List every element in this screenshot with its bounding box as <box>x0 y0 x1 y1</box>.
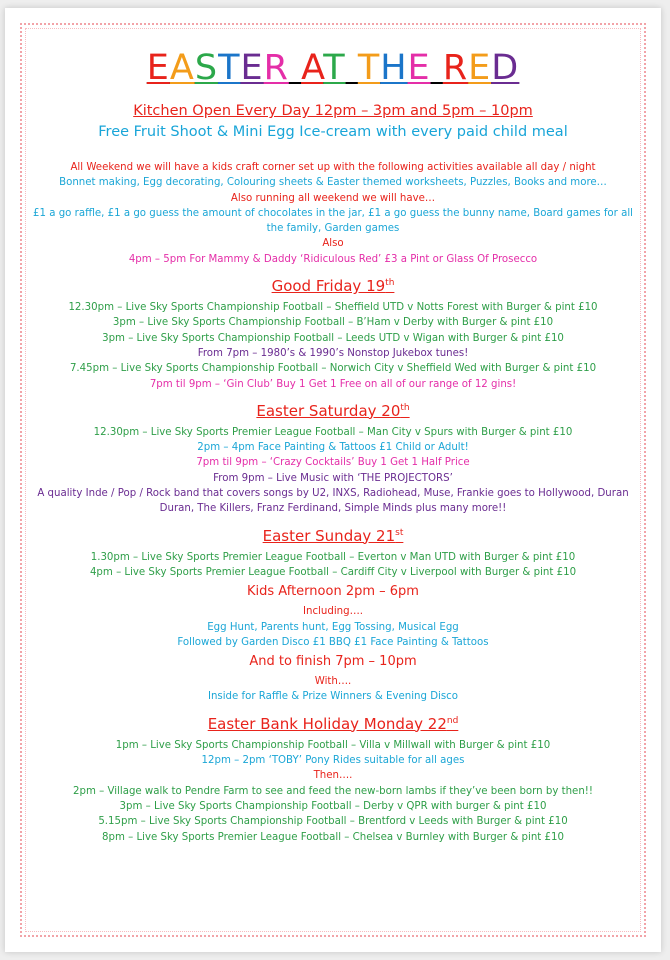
easter-saturday-heading-sup: th <box>400 402 410 413</box>
intro-line-1: All Weekend we will have a kids craft corner set up with the following activities available all day / night <box>70 162 596 173</box>
title-letter: R <box>263 48 289 88</box>
title-letter: T <box>218 48 241 88</box>
intro-line-5: Also <box>322 238 344 250</box>
title-letter: D <box>491 48 520 88</box>
finish-heading: And to finish 7pm – 10pm <box>249 654 417 670</box>
good-friday-heading <box>25 273 641 297</box>
monday-line-5: 5.15pm – Live Sky Sports Championship Football – Brentford v Leeds with Burger & pint £10 <box>98 816 568 828</box>
friday-line-4: From 7pm – 1980’s & 1990’s Nonstop Jukebox tunes! <box>197 347 469 359</box>
sunday-line-1: 1.30pm – Live Sky Sports Premier League Football – Everton v Man UTD with Burger & pint £10 <box>90 551 576 563</box>
title-letters <box>147 48 519 88</box>
title-letter <box>346 48 358 88</box>
easter-sunday-heading-text: Easter Sunday 21 <box>262 526 396 545</box>
title-letter: E <box>240 48 264 88</box>
monday-line-3: 2pm – Village walk to Pendre Farm to see and feed the new-born lambs if they’ve been born by then!! <box>73 785 593 797</box>
title-letter: T <box>323 48 346 88</box>
sunday-including: Including…. <box>303 606 363 618</box>
saturday-line-2: 2pm – 4pm Face Painting & Tattoos £1 Child or Adult! <box>197 442 469 454</box>
title-letter <box>431 48 443 88</box>
sunday-line-3: Egg Hunt, Parents hunt, Egg Tossing, Musical Egg <box>207 621 459 633</box>
intro-line-6: 4pm – 5pm For Mammy & Daddy ‘Ridiculous Red’ £3 a Pint or Glass Of Prosecco <box>128 253 538 265</box>
title-letter: H <box>380 48 408 88</box>
intro-line-2: Bonnet making, Egg decorating, Colouring sheets & Easter themed worksheets, Puzzles, Books and more… <box>59 177 607 189</box>
intro-line-3: Also running all weekend we will have… <box>230 192 436 204</box>
kitchen-hours: Kitchen Open Every Day 12pm – 3pm and 5pm – 10pm <box>133 103 533 119</box>
bank-holiday-monday-heading <box>25 711 641 735</box>
sunday-line-2: 4pm – Live Sky Sports Premier League Football – Cardiff City v Liverpool with Burger & pint £10 <box>89 566 577 578</box>
title-letter: E <box>146 48 170 88</box>
kids-afternoon-heading: Kids Afternoon 2pm – 6pm <box>247 584 419 600</box>
child-meal-offer: Free Fruit Shoot & Mini Egg Ice-cream with every paid child meal <box>98 124 568 140</box>
poster-title <box>25 48 641 88</box>
friday-line-6: 7pm til 9pm – ‘Gin Club’ Buy 1 Get 1 Free on all of our range of 12 gins! <box>149 378 517 390</box>
intro-line-4: £1 a go raffle, £1 a go guess the amount of chocolates in the jar, £1 a go guess the bunny name, Board games for all the family, Garden games <box>33 207 633 235</box>
friday-line-1: 12.30pm – Live Sky Sports Championship Football – Sheffield UTD v Notts Forest with Burger & pint £10 <box>68 302 598 314</box>
title-letter: R <box>442 48 469 88</box>
title-letter: T <box>357 48 381 88</box>
monday-line-2: 12pm – 2pm ‘TOBY’ Pony Rides suitable for all ages <box>201 755 465 767</box>
friday-line-5: 7.45pm – Live Sky Sports Championship Football – Norwich City v Sheffield Wed with Burger & pint £10 <box>69 363 597 375</box>
monday-then: Then…. <box>313 770 353 782</box>
monday-line-6: 8pm – Live Sky Sports Premier League Football – Chelsea v Burnley with Burger & pint £10 <box>102 831 564 843</box>
saturday-line-3: 7pm til 9pm – ‘Crazy Cocktails’ Buy 1 Get 1 Half Price <box>196 457 470 469</box>
saturday-line-4: From 9pm – Live Music with ‘THE PROJECTORS’ <box>213 472 453 484</box>
easter-sunday-heading-sup: st <box>395 527 404 538</box>
poster-sheet <box>5 8 661 952</box>
friday-line-2: 3pm – Live Sky Sports Championship Football – B’Ham v Derby with Burger & pint £10 <box>112 317 554 329</box>
monday-line-1: 1pm – Live Sky Sports Championship Football – Villa v Millwall with Burger & pint £10 <box>115 739 551 751</box>
sunday-with: With…. <box>314 676 352 688</box>
good-friday-heading-sup: th <box>385 278 395 289</box>
title-letter: A <box>301 48 324 88</box>
easter-saturday-heading <box>25 398 641 422</box>
saturday-line-1: 12.30pm – Live Sky Sports Premier League Football – Man City v Spurs with Burger & pint £10 <box>93 426 573 438</box>
title-letter: S <box>194 48 219 88</box>
bank-holiday-monday-heading-sup: nd <box>446 715 459 726</box>
good-friday-heading-text: Good Friday 19 <box>271 277 386 296</box>
saturday-line-5: A quality Inde / Pop / Rock band that covers songs by U2, INXS, Radiohead, Muse, Frankie goes to Hollywood, Duran Duran, The Killers, Franz Ferdinand, Simple Minds plus many more!! <box>37 488 629 515</box>
poster-content <box>25 48 641 845</box>
bank-holiday-monday-heading-text: Easter Bank Holiday Monday 22 <box>207 714 447 733</box>
sunday-line-4: Followed by Garden Disco £1 BBQ £1 Face Painting & Tattoos <box>177 636 489 648</box>
title-letter: E <box>468 48 492 88</box>
title-letter <box>289 48 301 88</box>
title-letter: E <box>407 48 431 88</box>
sunday-line-5: Inside for Raffle & Prize Winners & Evening Disco <box>207 691 459 703</box>
friday-line-3: 3pm – Live Sky Sports Championship Football – Leeds UTD v Wigan with Burger & pint £10 <box>102 332 564 344</box>
title-letter: A <box>169 48 195 88</box>
monday-line-4: 3pm – Live Sky Sports Championship Football – Derby v QPR with burger & pint £10 <box>119 800 547 812</box>
easter-saturday-heading-text: Easter Saturday 20 <box>256 401 401 420</box>
easter-sunday-heading <box>25 523 641 547</box>
